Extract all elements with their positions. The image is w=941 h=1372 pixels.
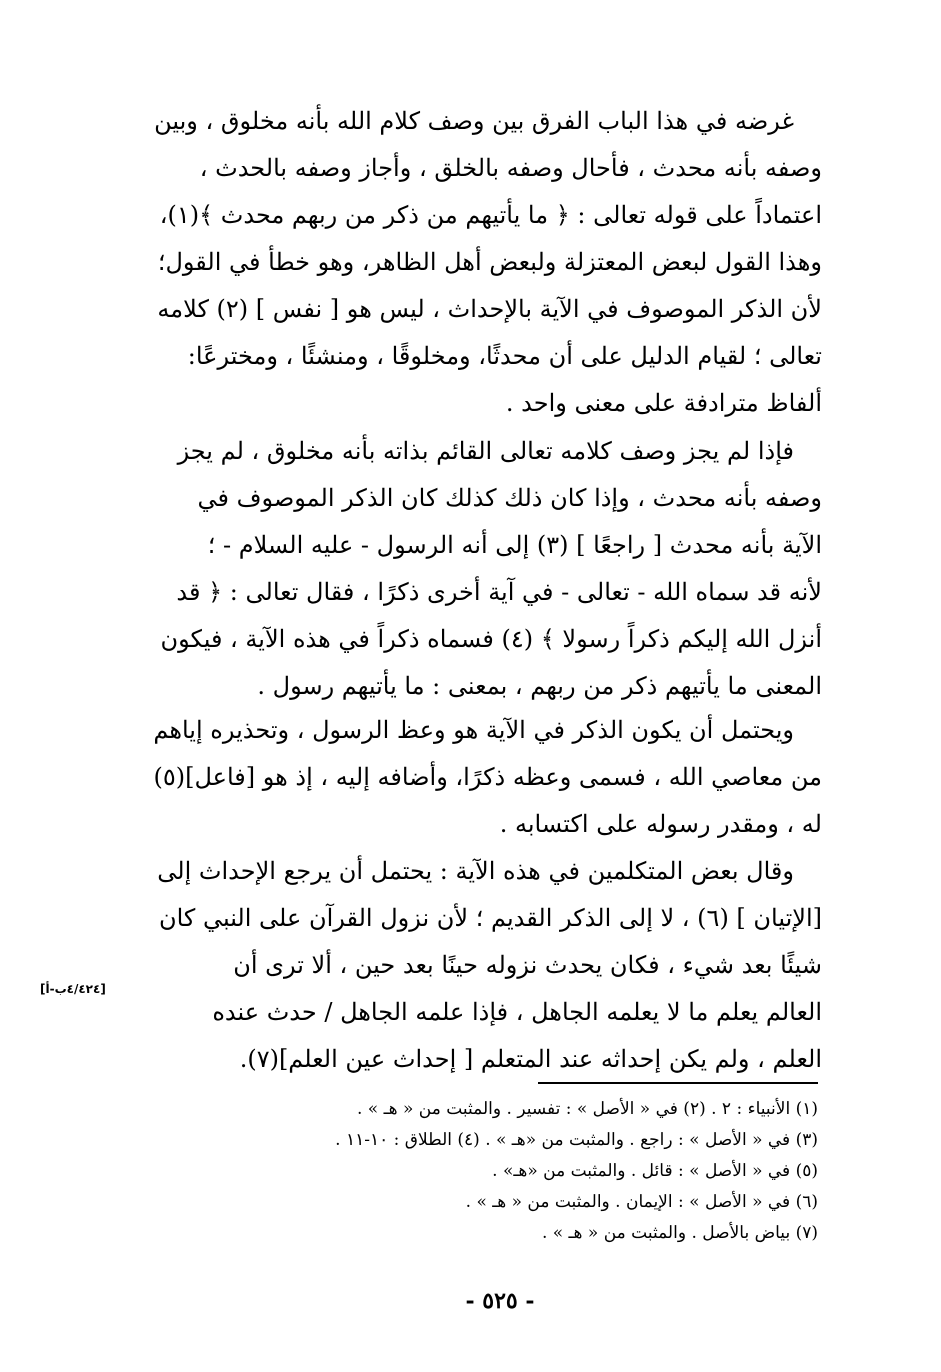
manuscript-folio-reference: [٤/٤٢٤ب-أ]	[40, 982, 106, 996]
paragraph-line: ويحتمل أن يكون الذكر في الآية هو وعظ الرسول ، وتحذيره إياهم	[153, 716, 794, 744]
paragraph-line: وهذا القول لبعض المعتزلة ولبعض أهل الظاهر، وهو خطأ في القول؛	[157, 248, 822, 276]
footnote: (٥) في « الأصل » : قائل . والمثبت من «هـ» .	[492, 1161, 818, 1181]
paragraph-line: غرضه في هذا الباب الفرق بين وصف كلام الله بأنه مخلوق ، وبين	[154, 107, 794, 135]
paragraph-3	[138, 707, 822, 848]
footnote: (٣) في « الأصل » : راجع . والمثبت من «هـ » . (٤) الطلاق : ١٠-١١ .	[335, 1130, 818, 1150]
footnote: (٦) في « الأصل » : الإيمان . والمثبت من « هـ » .	[465, 1192, 818, 1212]
footnote: (٧) بياض بالأصل . والمثبت من « هـ » .	[541, 1223, 818, 1243]
footnotes	[160, 1094, 818, 1249]
paragraph-line: لأنه قد سماه الله - تعالى - في آية أخرى ذكرًا ، فقال تعالى : ﴿ قد	[176, 578, 822, 606]
paragraph-4	[138, 848, 822, 1083]
footnote-separator	[538, 1082, 818, 1084]
paragraph-line: تعالى ؛ لقيام الدليل على أن محدثًا، ومخلوقًا ، ومنشئًا ، ومخترعًا:	[187, 342, 822, 370]
paragraph-1	[138, 98, 822, 427]
paragraph-line: ألفاظ مترادفة على معنى واحد .	[505, 389, 822, 417]
paragraph-line: أنزل الله إليكم ذكراً رسولا ﴾ (٤) فسماه ذكراً في هذه الآية ، فيكون	[160, 625, 822, 653]
paragraph-line: وصفه بأنه محدث ، وإذا كان ذلك كذلك كان الذكر الموصوف في	[197, 484, 822, 512]
paragraph-line: المعنى ما يأتيهم ذكر من ربهم ، بمعنى : ما يأتيهم رسول .	[257, 672, 822, 700]
page-number: - ٥٢٥ -	[465, 1288, 535, 1314]
paragraph-line: العلم ، ولم يكن إحداثه عند المتعلم [ إحداث عين العلم](٧).	[239, 1045, 822, 1073]
paragraph-line: من معاصي الله ، فسمى وعظه ذكرًا، وأضافه إليه ، إذ هو [فاعل](٥)	[153, 763, 822, 791]
footnote: (١) الأنبياء : ٢ . (٢) في « الأصل » : تفسير . والمثبت من « هـ » .	[357, 1099, 818, 1119]
paragraph-line: الآية بأنه محدث [ راجعًا ] (٣) إلى أنه الرسول - عليه السلام - ؛	[207, 531, 822, 559]
paragraph-line: اعتماداً على قوله تعالى : ﴿ ما يأتيهم من ذكر من ربهم محدث ﴾(١)،	[159, 201, 822, 229]
paragraph-line: له ، ومقدر رسوله على اكتسابه .	[499, 810, 822, 838]
paragraph-line: وقال بعض المتكلمين في هذه الآية : يحتمل أن يرجع الإحداث إلى	[157, 857, 794, 885]
paragraph-2	[138, 428, 822, 710]
paragraph-line: شيئًا بعد شيء ، فكان يحدث نزوله حينًا بعد حين ، ألا ترى أن	[233, 951, 822, 979]
paragraph-line: [الإتيان ] (٦) ، لا إلى الذكر القديم ؛ لأن نزول القرآن على النبي كان	[158, 904, 822, 932]
paragraph-line: فإذا لم يجز وصف كلامه تعالى القائم بذاته بأنه مخلوق ، لم يجز	[177, 437, 794, 465]
paragraph-line: وصفه بأنه محدث ، فأحال وصفه بالخلق ، وأجاز وصفه بالحدث ،	[199, 154, 822, 182]
paragraph-line: العالم يعلم ما لا يعلمه الجاهل ، فإذا علمه الجاهل / حدث عنده	[212, 998, 822, 1026]
paragraph-line: لأن الذكر الموصوف في الآية بالإحداث ، ليس هو [ نفس ] (٢) كلامه	[157, 295, 822, 323]
